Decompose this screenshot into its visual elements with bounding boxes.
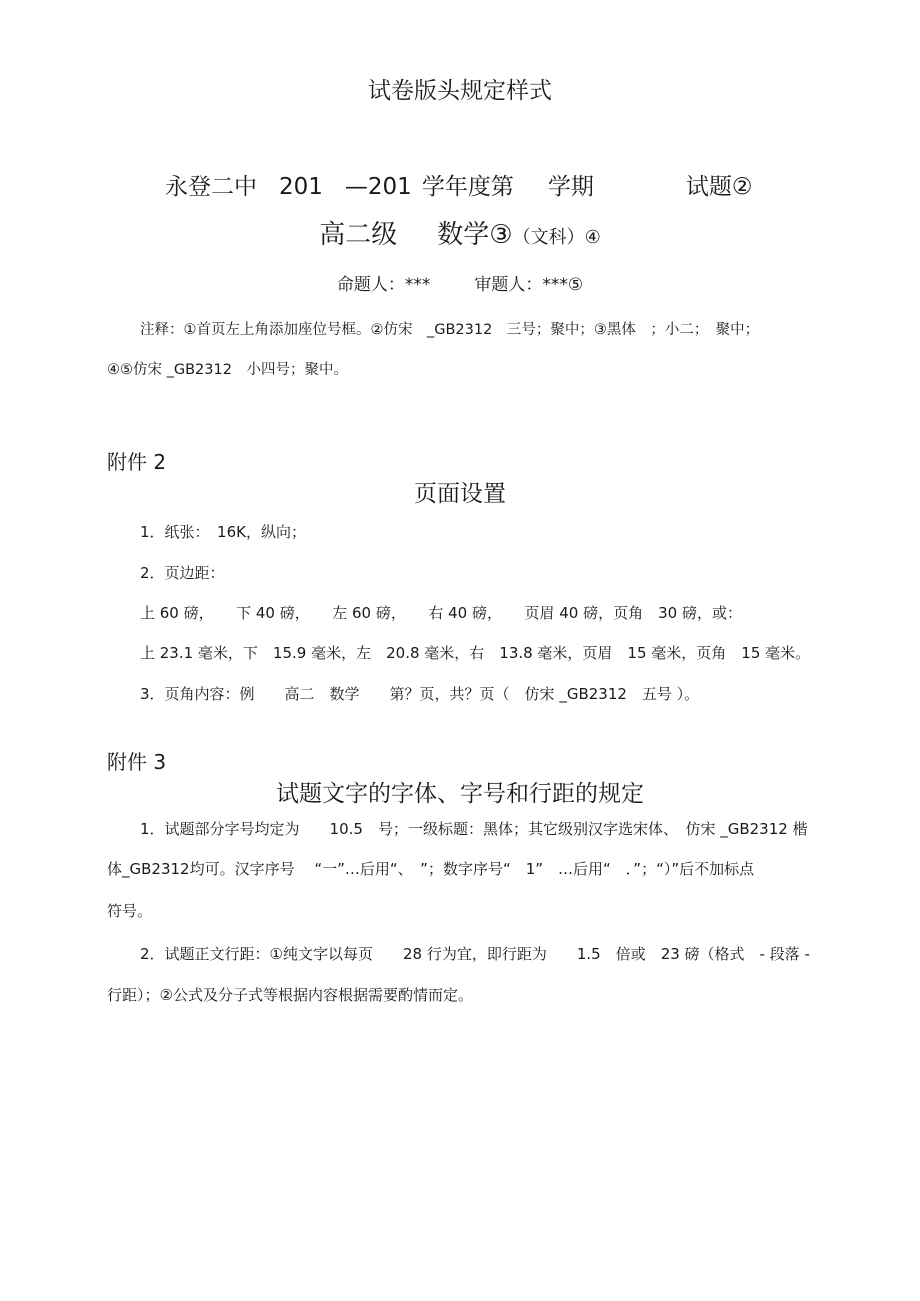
school-name: 永登二中 bbox=[165, 174, 257, 200]
exam-header bbox=[165, 168, 752, 201]
font-rules-p1-line1: 1．试题部分字号均定为 10.5 号；一级标题：黑体；其它级别汉字选宋体、 仿宋 _GB2312 楷 bbox=[140, 820, 808, 838]
year-start: 201 bbox=[279, 174, 323, 200]
font-rules-p1-line2: 体_GB2312均可。汉字序号 “一”…后用“、 ”；数字序号“ 1” …后用“ ．”；“）”后不加标点 bbox=[107, 860, 755, 878]
term-label: 学期 bbox=[547, 174, 594, 200]
grade-line bbox=[0, 214, 920, 251]
setter-label: 命题人： bbox=[336, 275, 405, 295]
attachment-3-label: 附件 3 bbox=[107, 750, 167, 774]
note-line-2: ④⑤仿宋 _GB2312 小四号；聚中。 bbox=[107, 362, 348, 378]
author-line bbox=[0, 270, 920, 295]
page-setup-title: 页面设置 bbox=[414, 481, 506, 507]
setter-value: *** bbox=[404, 275, 431, 295]
subject-type: （文科）④ bbox=[512, 227, 601, 248]
margins-in-millimeters: 上 23.1 毫米，下 15.9 毫米，左 20.8 毫米，右 13.8 毫米，页眉 15 毫米，页角 15 毫米。 bbox=[140, 644, 811, 662]
font-rules-p2-line2: 行距）；②公式及分子式等根据内容根据需要酌情而定。 bbox=[107, 986, 473, 1004]
grade: 高二级 bbox=[319, 220, 398, 250]
page-setup-item-footer: 3．页角内容：例 高二 数学 第？页，共？页（ 仿宋 _GB2312 五号 ）。 bbox=[140, 685, 700, 703]
reviewer-value: ***⑤ bbox=[542, 275, 584, 295]
year-end: —201 bbox=[344, 174, 412, 200]
year-label: 学年度第 bbox=[421, 174, 514, 200]
attachment-2-label: 附件 2 bbox=[107, 450, 167, 474]
page-setup-item-paper: 1．纸张： 16K，纵向； bbox=[140, 523, 306, 541]
exam-label: 试题② bbox=[685, 174, 753, 200]
page-setup-item-margins: 2．页边距： bbox=[140, 564, 225, 582]
font-rules-title: 试题文字的字体、字号和行距的规定 bbox=[276, 781, 644, 807]
margins-in-points: 上 60 磅， 下 40 磅， 左 60 磅， 右 40 磅， 页眉 40 磅，页角 30 磅，或： bbox=[140, 604, 742, 622]
font-rules-p1-line3: 符号。 bbox=[107, 902, 153, 920]
subject: 数学③ bbox=[437, 220, 513, 250]
note-line-1: 注释：①首页左上角添加座位号框。②仿宋 _GB2312 三号；聚中；③黑体 ；小二； 聚中； bbox=[140, 322, 760, 338]
reviewer-label: 审题人： bbox=[474, 275, 543, 295]
font-rules-p2-line1: 2．试题正文行距：①纯文字以每页 28 行为宜，即行距为 1.5 倍或 23 磅（格式 - 段落 - bbox=[140, 945, 810, 963]
document-title: 试卷版头规定样式 bbox=[368, 78, 552, 104]
